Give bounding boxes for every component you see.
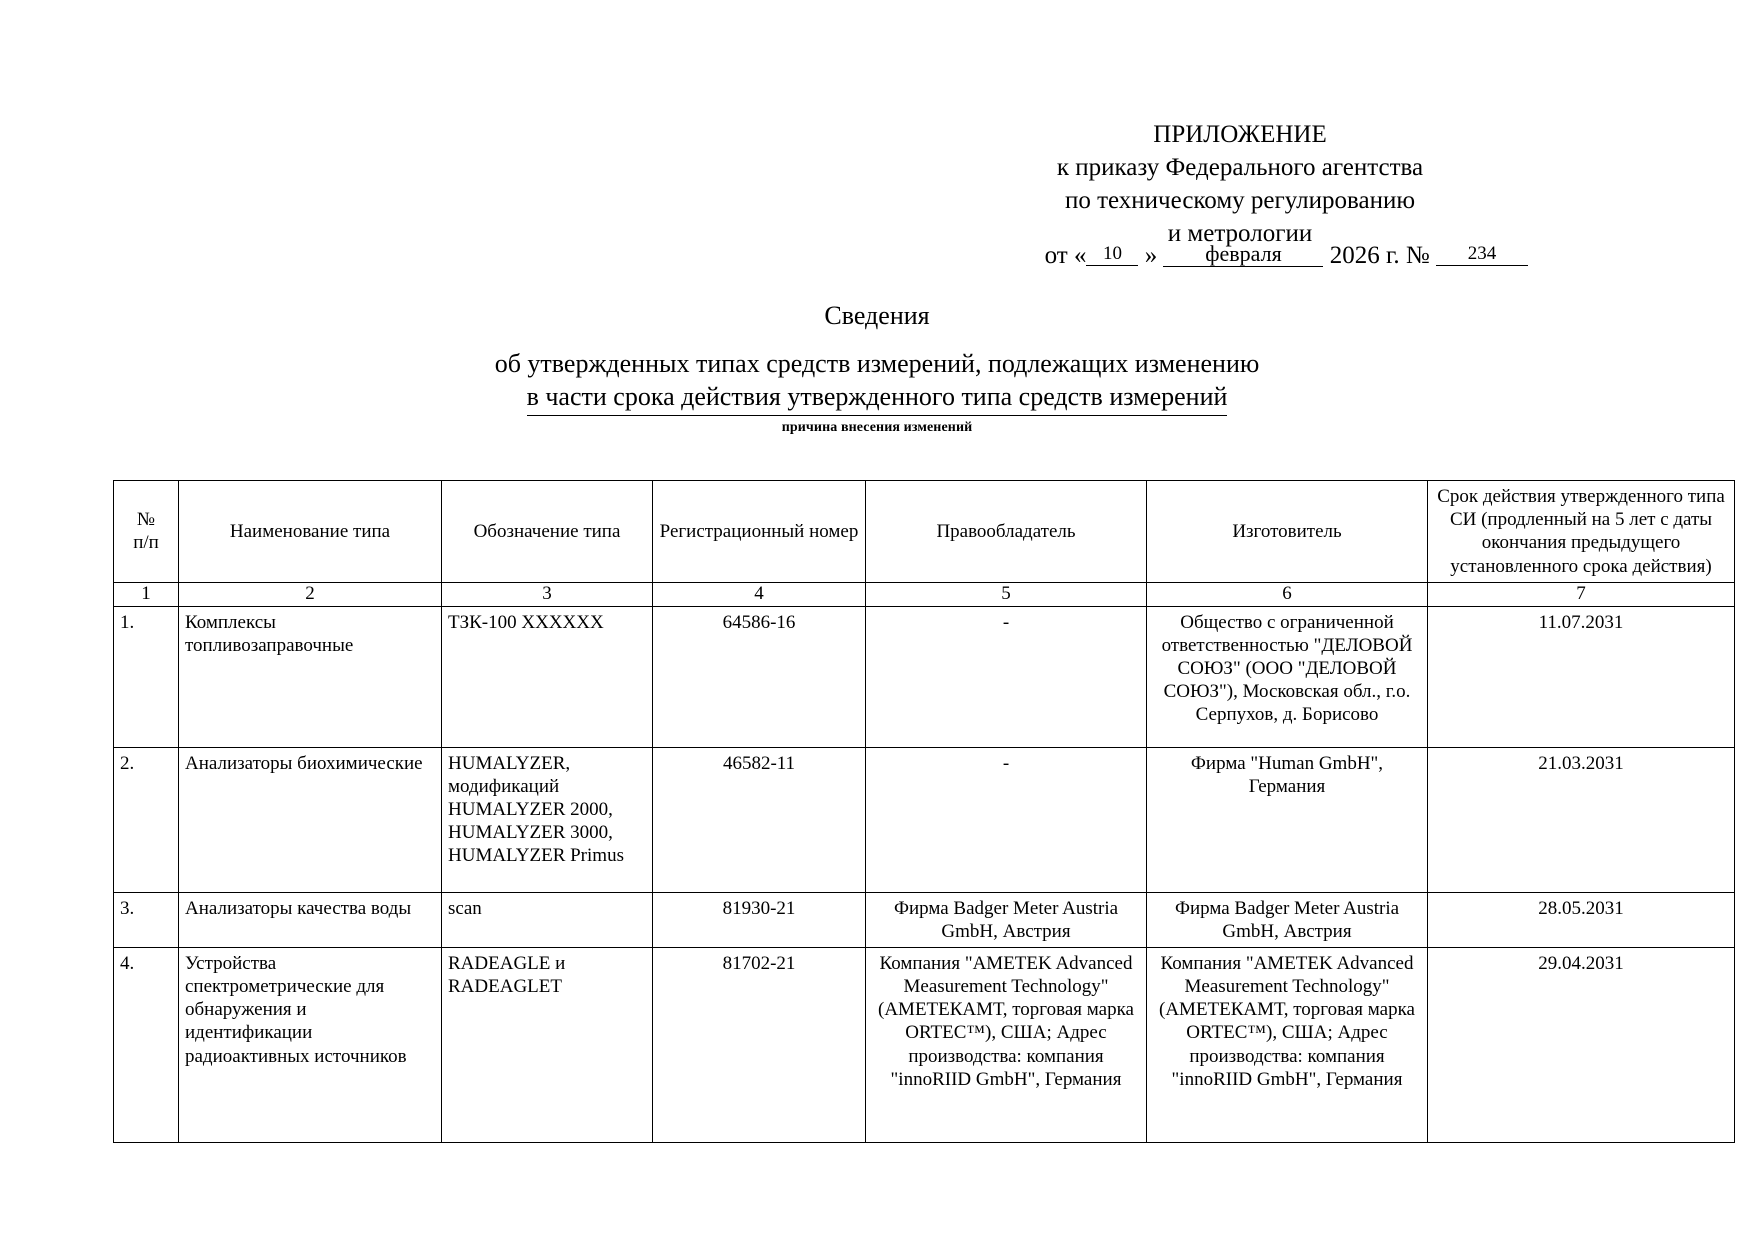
document-subtitle-underlined: в части срока действия утвержденного типа средств измерений	[527, 380, 1228, 416]
column-number-7: 7	[1428, 582, 1735, 606]
document-subtitle: об утвержденных типах средств измерений, подлежащих изменению	[494, 348, 1260, 378]
appendix-line-1: к приказу Федерального агентства	[1056, 154, 1424, 181]
table-row	[114, 947, 1735, 1142]
row-rights-holder: Компания "AMETEK Advanced Measurement Technology" (АМЕТЕКАМТ, торговая марка ORTEC™), США; Адрес производства: компания "innoRIID GmbH", Германия	[866, 947, 1147, 1142]
row-rights-holder: Фирма Badger Meter Austria GmbH, Австрия	[866, 892, 1147, 947]
change-reason-caption: причина внесения изменений	[781, 420, 973, 436]
column-header-manufacturer: Изготовитель	[1147, 481, 1428, 583]
order-prefix: от «	[1044, 242, 1087, 269]
column-number-2: 2	[179, 582, 442, 606]
row-validity-term: 29.04.2031	[1428, 947, 1735, 1142]
row-index: 2.	[114, 747, 179, 892]
column-header-registration-number: Регистрационный номер	[653, 481, 866, 583]
row-type-designation: RADEAGLE и RADEAGLET	[442, 947, 653, 1142]
row-type-name: Устройства спектрометрические для обнаружения и идентификации радиоактивных источников	[179, 947, 442, 1142]
order-month-field[interactable]: февраля	[1163, 242, 1323, 267]
table-header-row	[114, 481, 1735, 583]
column-number-4: 4	[653, 582, 866, 606]
order-number-field[interactable]: 234	[1436, 244, 1528, 266]
row-manufacturer: Фирма Badger Meter Austria GmbH, Австрия	[1147, 892, 1428, 947]
column-header-number	[114, 481, 179, 583]
row-validity-term: 21.03.2031	[1428, 747, 1735, 892]
row-rights-holder: -	[866, 747, 1147, 892]
registry-table-wrapper	[113, 480, 1725, 1143]
registry-table	[113, 480, 1735, 1143]
row-type-designation: scan	[442, 892, 653, 947]
row-type-name: Анализаторы биохимические	[179, 747, 442, 892]
appendix-line-2: по техническому регулированию	[1064, 187, 1416, 214]
order-quote-close: »	[1144, 242, 1158, 269]
column-header-type-designation: Обозначение типа	[442, 481, 653, 583]
column-number-5: 5	[866, 582, 1147, 606]
row-rights-holder: -	[866, 606, 1147, 747]
row-manufacturer: Компания "AMETEK Advanced Measurement Technology" (АМЕТЕКАМТ, торговая марка ORTEC™), США; Адрес производства: компания "innoRIID GmbH", Германия	[1147, 947, 1428, 1142]
order-date-line	[940, 242, 1540, 270]
order-year-label: 2026 г. №	[1329, 242, 1430, 269]
column-number-1: 1	[114, 582, 179, 606]
order-day-field[interactable]: 10	[1086, 244, 1138, 266]
column-header-number-line1: №	[136, 509, 156, 531]
row-manufacturer: Фирма "Human GmbH", Германия	[1147, 747, 1428, 892]
column-header-validity-term: Срок действия утвержденного типа СИ (продленный на 5 лет с даты окончания предыдущего установленного срока действия)	[1428, 481, 1735, 583]
row-registration-number: 81702-21	[653, 947, 866, 1142]
row-type-name: Комплексы топливозаправочные	[179, 606, 442, 747]
table-row	[114, 892, 1735, 947]
row-index: 4.	[114, 947, 179, 1142]
row-index: 1.	[114, 606, 179, 747]
document-title-block	[0, 300, 1754, 436]
appendix-line-3: и метрологии	[1167, 220, 1313, 247]
column-number-3: 3	[442, 582, 653, 606]
row-validity-term: 28.05.2031	[1428, 892, 1735, 947]
row-validity-term: 11.07.2031	[1428, 606, 1735, 747]
row-index: 3.	[114, 892, 179, 947]
table-column-numbers-row	[114, 582, 1735, 606]
column-header-rights-holder: Правообладатель	[866, 481, 1147, 583]
row-type-designation: HUMALYZER, модификаций HUMALYZER 2000, HUMALYZER 3000, HUMALYZER Primus	[442, 747, 653, 892]
row-type-name: Анализаторы качества воды	[179, 892, 442, 947]
row-registration-number: 81930-21	[653, 892, 866, 947]
column-number-6: 6	[1147, 582, 1428, 606]
appendix-header	[940, 118, 1540, 250]
row-registration-number: 46582-11	[653, 747, 866, 892]
page-title: Сведения	[824, 301, 930, 330]
appendix-label: ПРИЛОЖЕНИЕ	[1153, 121, 1327, 148]
row-registration-number: 64586-16	[653, 606, 866, 747]
table-row	[114, 606, 1735, 747]
column-header-number-line2: п/п	[133, 532, 159, 554]
table-row	[114, 747, 1735, 892]
row-type-designation: ТЗК-100 XXXXXX	[442, 606, 653, 747]
row-manufacturer: Общество с ограниченной ответственностью "ДЕЛОВОЙ СОЮЗ" (ООО "ДЕЛОВОЙ СОЮЗ"), Московская обл., г.о. Серпухов, д. Борисово	[1147, 606, 1428, 747]
column-header-type-name: Наименование типа	[179, 481, 442, 583]
